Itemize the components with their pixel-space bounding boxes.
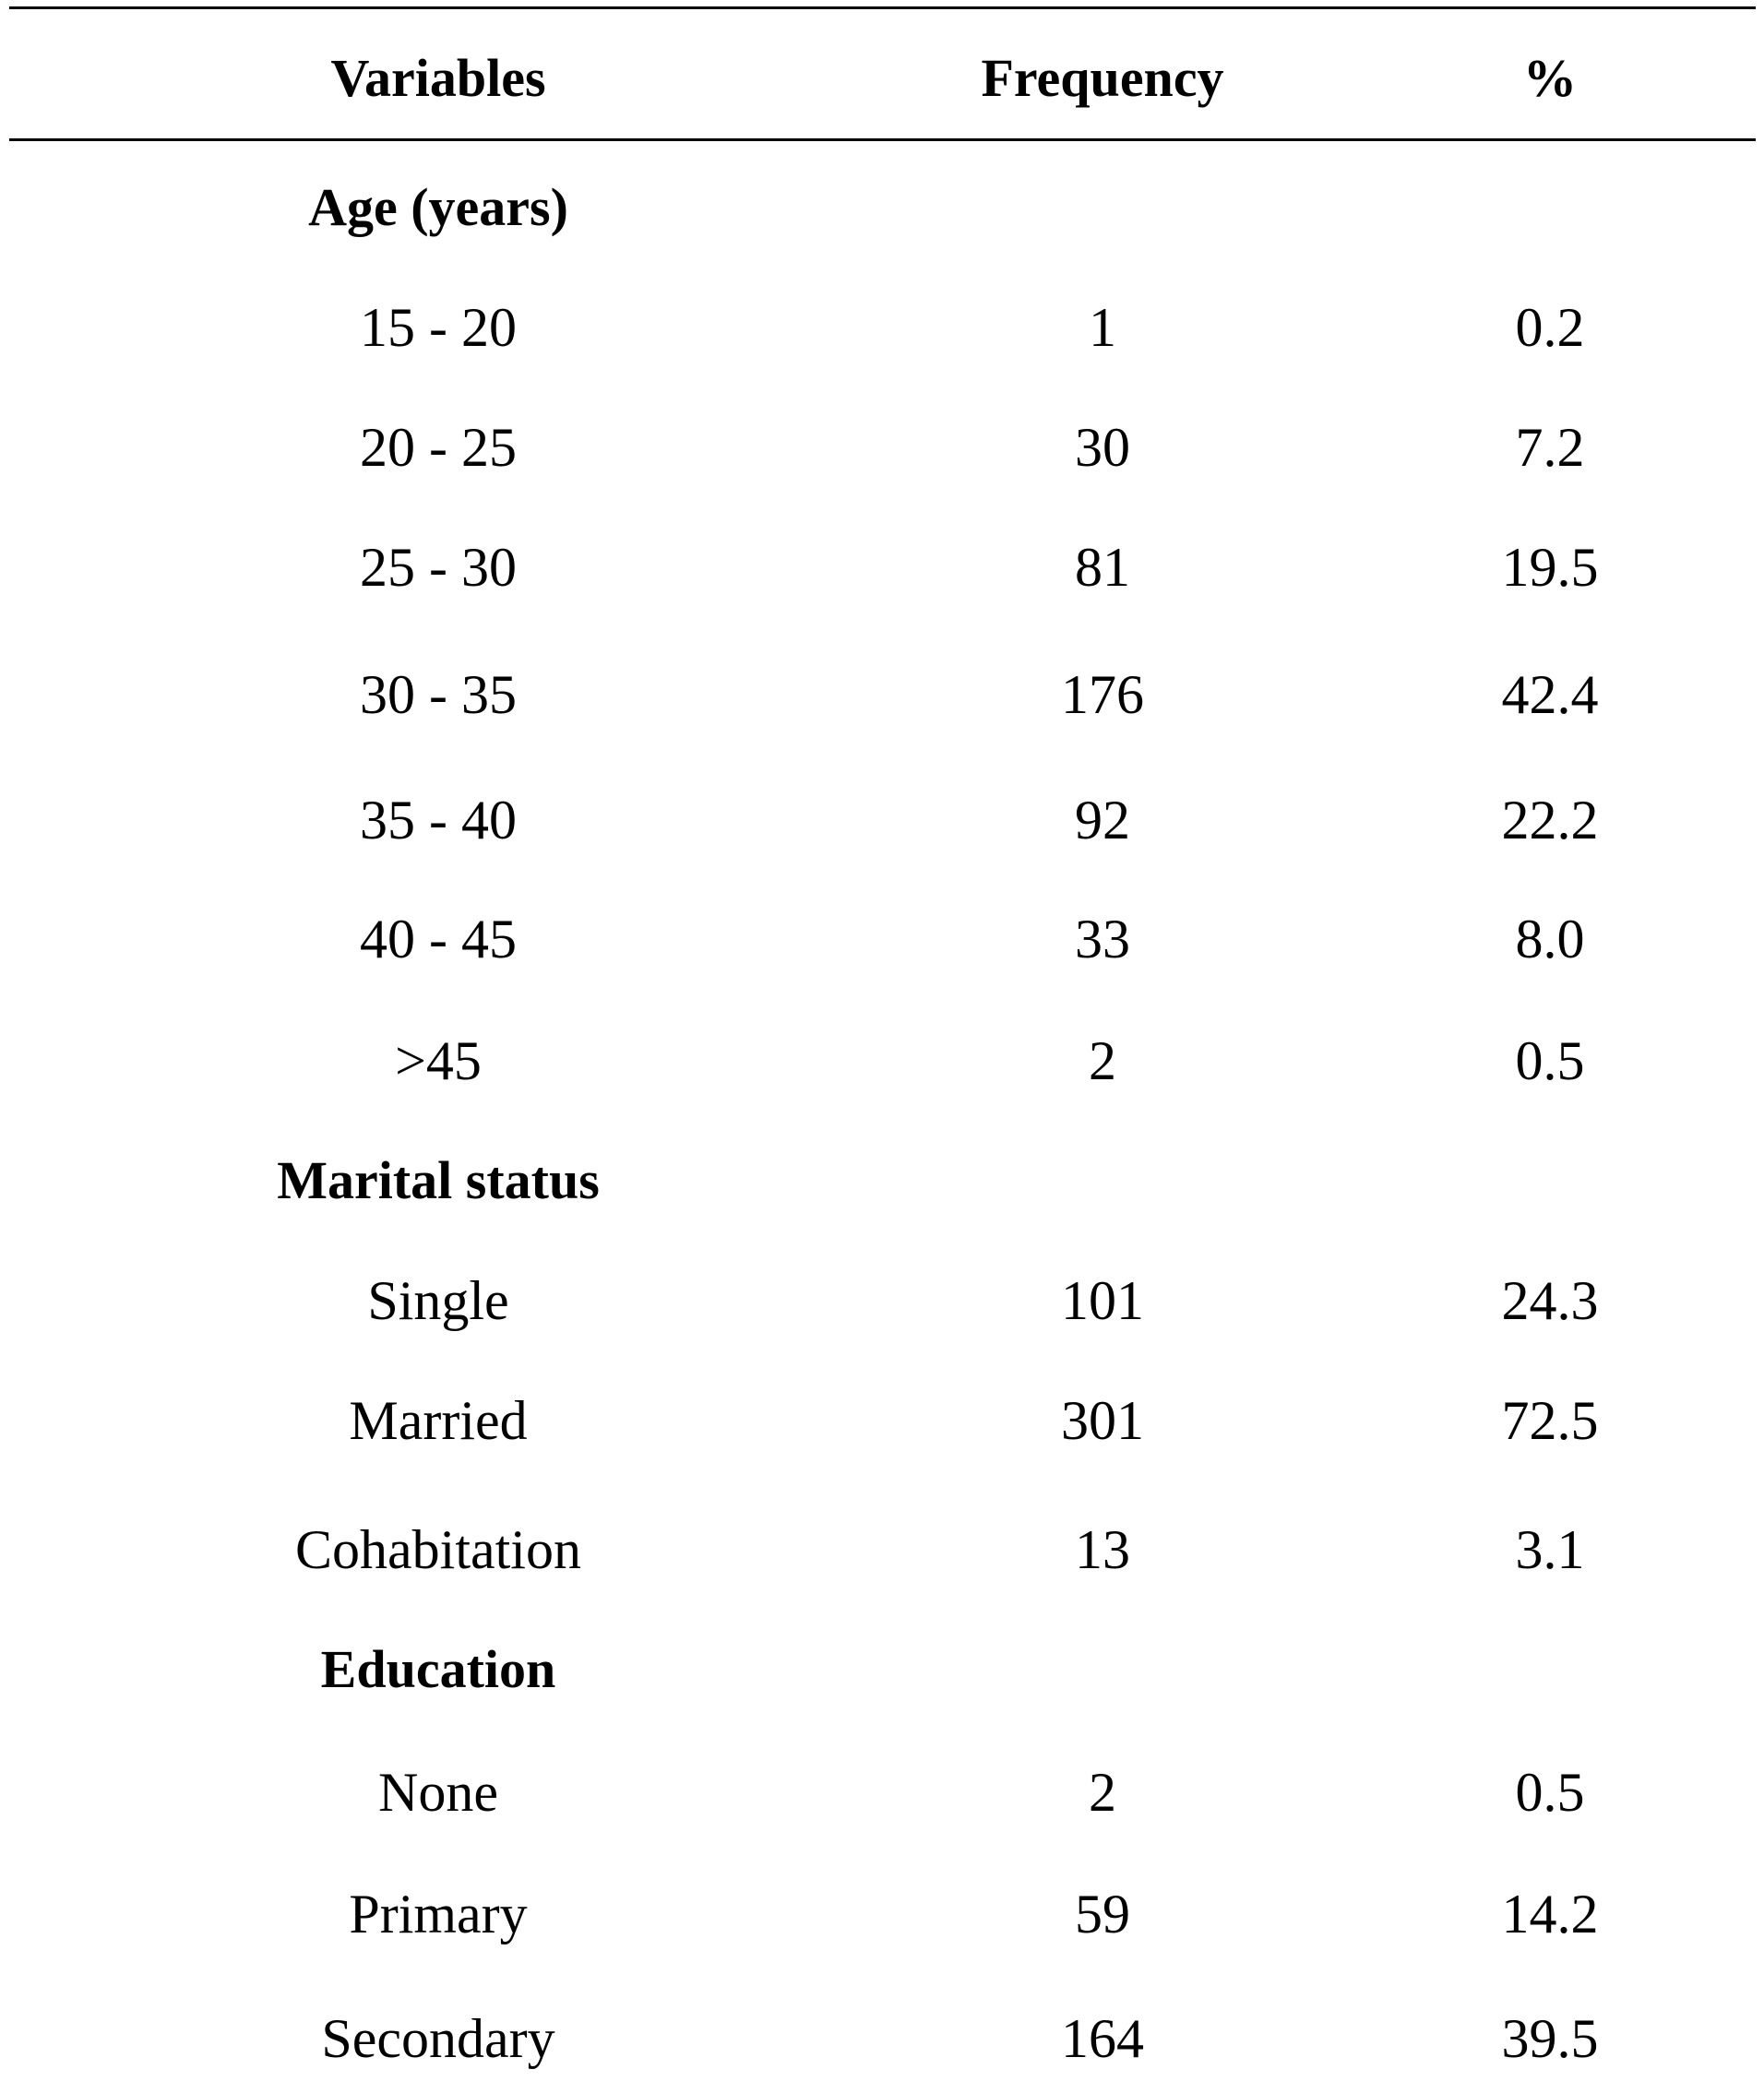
table-row (0, 1259, 1764, 1342)
frequency-cell: 33 (1075, 909, 1130, 969)
percent-cell (1458, 1628, 1642, 1711)
variable-cell: Single (367, 1270, 509, 1331)
percent-cell: 22.2 (1501, 790, 1599, 850)
percent-cell: 3.1 (1515, 1519, 1585, 1580)
variable-cell: 20 - 25 (360, 417, 517, 478)
percent-cell: 0.5 (1515, 1030, 1585, 1091)
frequency-cell: 2 (1089, 1030, 1116, 1091)
frequency-cell: 30 (1075, 417, 1130, 478)
percent-cell: 0.5 (1515, 1762, 1585, 1823)
frequency-cell: 81 (1075, 537, 1130, 598)
percent-cell: 14.2 (1501, 1884, 1599, 1944)
frequency-cell (830, 1139, 1375, 1222)
table-row (0, 526, 1764, 609)
variable-cell: Married (349, 1390, 528, 1451)
percent-cell: 19.5 (1501, 537, 1599, 598)
table-row (0, 779, 1764, 862)
frequency-cell: 101 (1061, 1270, 1144, 1331)
frequency-cell: 176 (1061, 664, 1144, 725)
frequency-cell: 92 (1075, 790, 1130, 850)
section-label: Age (years) (308, 177, 568, 237)
frequency-cell: 1 (1089, 297, 1116, 358)
table-row (0, 898, 1764, 981)
frequency-cell: 59 (1075, 1884, 1130, 1944)
frequency-cell: 301 (1061, 1390, 1144, 1451)
header-percent: % (1523, 48, 1577, 108)
table-row (0, 1751, 1764, 1834)
table-row (0, 1873, 1764, 1956)
variable-cell: Cohabitation (295, 1519, 581, 1580)
variable-cell: 35 - 40 (360, 790, 517, 850)
percent-cell: 39.5 (1501, 2008, 1599, 2069)
percent-cell (1458, 166, 1642, 249)
variable-cell: 15 - 20 (360, 297, 517, 358)
frequency-cell (830, 166, 1375, 249)
percent-cell: 24.3 (1501, 1270, 1599, 1331)
variable-cell: >45 (395, 1030, 482, 1091)
variable-cell: 25 - 30 (360, 537, 517, 598)
frequency-cell (830, 1628, 1375, 1711)
variable-cell: 30 - 35 (360, 664, 517, 725)
section-label: Education (320, 1639, 556, 1699)
table-row (0, 1379, 1764, 1462)
table-row (0, 653, 1764, 736)
section-row (0, 1139, 1764, 1222)
percent-cell: 42.4 (1501, 664, 1599, 725)
header-variables: Variables (330, 48, 546, 108)
table-row (0, 1997, 1764, 2080)
frequency-cell: 164 (1061, 2008, 1144, 2069)
percent-cell (1458, 1139, 1642, 1222)
section-row (0, 166, 1764, 249)
percent-cell: 8.0 (1515, 909, 1585, 969)
variable-cell: Primary (349, 1884, 528, 1944)
variable-cell: None (378, 1762, 498, 1823)
table-row (0, 286, 1764, 369)
table-row (0, 406, 1764, 489)
section-label: Marital status (277, 1150, 600, 1210)
section-row (0, 1628, 1764, 1711)
percent-cell: 0.2 (1515, 297, 1585, 358)
table-row (0, 1508, 1764, 1591)
variable-cell: 40 - 45 (360, 909, 517, 969)
percent-cell: 7.2 (1515, 417, 1585, 478)
variable-cell: Secondary (321, 2008, 555, 2069)
header-frequency: Frequency (981, 48, 1224, 108)
header-bottom-rule (9, 138, 1756, 141)
frequency-cell: 2 (1089, 1762, 1116, 1823)
table-row (0, 1019, 1764, 1102)
table-top-rule (9, 6, 1756, 9)
percent-cell: 72.5 (1501, 1390, 1599, 1451)
frequency-cell: 13 (1075, 1519, 1130, 1580)
